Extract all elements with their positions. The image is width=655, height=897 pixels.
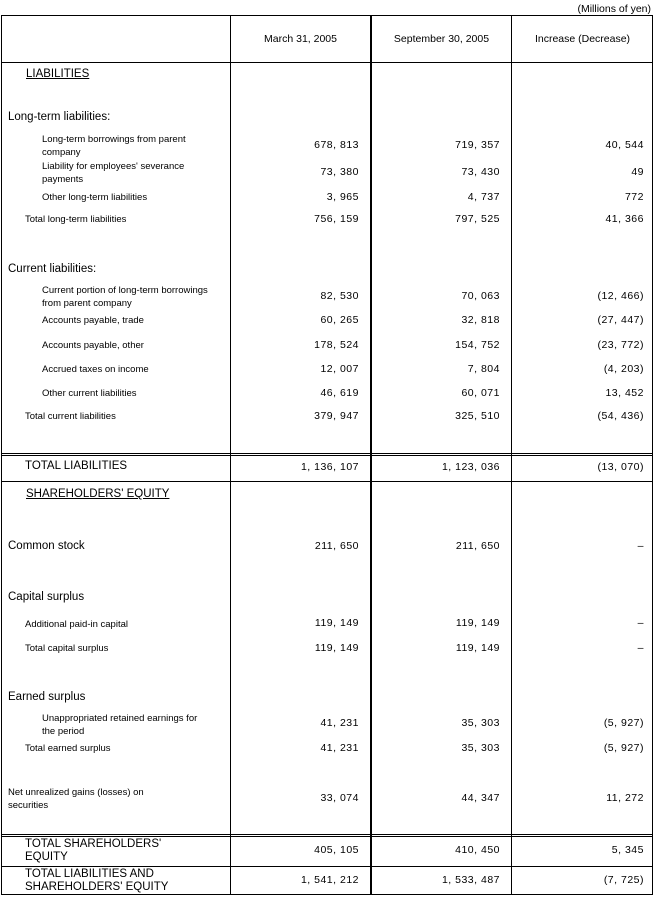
row-label: Total capital surplus — [25, 643, 109, 654]
cell-value: (27, 447) — [597, 314, 644, 326]
cell-value: 119, 149 — [455, 617, 500, 629]
group-title-earned-surplus: Earned surplus — [8, 691, 86, 703]
cell-value: – — [637, 540, 644, 552]
row-divider — [1, 481, 653, 482]
row-divider — [1, 453, 653, 456]
cell-value: 1, 541, 212 — [300, 874, 359, 886]
cell-value: 11, 272 — [606, 792, 644, 804]
row-divider — [1, 834, 653, 837]
cell-value: (12, 466) — [597, 290, 644, 302]
unit-note: (Millions of yen) — [577, 3, 651, 15]
total-liabilities-equity-label: SHAREHOLDERS' EQUITY — [25, 881, 169, 893]
row-label: payments — [42, 174, 84, 185]
cell-value: 410, 450 — [455, 844, 500, 856]
cell-value: 73, 430 — [461, 166, 500, 178]
cell-value: 1, 123, 036 — [441, 461, 500, 473]
cell-value: (4, 203) — [603, 363, 644, 375]
cell-value: 49 — [631, 166, 644, 178]
cell-value: 756, 159 — [314, 213, 359, 225]
cell-value: 1, 533, 487 — [441, 874, 500, 886]
row-label: Additional paid-in capital — [25, 619, 128, 630]
cell-value: 60, 071 — [461, 387, 500, 399]
cell-value: 4, 737 — [467, 191, 500, 203]
cell-value: 41, 366 — [605, 213, 644, 225]
cell-value: 211, 650 — [455, 540, 500, 552]
cell-value: 154, 752 — [455, 339, 500, 351]
cell-value: 379, 947 — [314, 410, 359, 422]
row-label: Long-term borrowings from parent — [42, 134, 186, 145]
row-label: Net unrealized gains (losses) on — [8, 787, 144, 798]
cell-value: 325, 510 — [455, 410, 500, 422]
cell-value: 119, 149 — [455, 642, 500, 654]
cell-value: 35, 303 — [461, 717, 500, 729]
cell-value: 40, 544 — [605, 139, 644, 151]
group-title-capital-surplus: Capital surplus — [8, 591, 85, 603]
section-title-liabilities: LIABILITIES — [26, 68, 90, 80]
row-label: Common stock — [8, 540, 85, 552]
section-title-equity: SHAREHOLDERS' EQUITY — [26, 488, 170, 500]
cell-value: 719, 357 — [455, 139, 500, 151]
row-label: securities — [8, 800, 49, 811]
row-label: Accrued taxes on income — [42, 364, 149, 375]
cell-value: 3, 965 — [326, 191, 359, 203]
total-liabilities-equity-label: TOTAL LIABILITIES AND — [25, 868, 154, 880]
cell-value: 41, 231 — [320, 717, 359, 729]
column-header-march: March 31, 2005 — [264, 33, 337, 45]
column-header-september: September 30, 2005 — [393, 33, 490, 45]
cell-value: 13, 452 — [605, 387, 644, 399]
cell-value: 41, 231 — [320, 742, 359, 754]
row-label: Other current liabilities — [42, 388, 137, 399]
row-label: Other long-term liabilities — [42, 192, 148, 203]
row-divider — [1, 866, 653, 867]
column-header-change: Increase (Decrease) — [534, 33, 631, 45]
total-equity-label: EQUITY — [25, 851, 68, 863]
row-label: the period — [42, 726, 85, 737]
cell-value: 178, 524 — [314, 339, 359, 351]
cell-value: 33, 074 — [320, 792, 359, 804]
cell-value: (7, 725) — [603, 874, 644, 886]
total-liabilities-label: TOTAL LIABILITIES — [25, 460, 128, 472]
cell-value: 5, 345 — [611, 844, 644, 856]
cell-value: 60, 265 — [320, 314, 359, 326]
cell-value: (13, 070) — [597, 461, 644, 473]
cell-value: 1, 136, 107 — [300, 461, 359, 473]
cell-value: 119, 149 — [314, 617, 359, 629]
cell-value: 73, 380 — [320, 166, 359, 178]
cell-value: 35, 303 — [461, 742, 500, 754]
row-label: company — [42, 147, 81, 158]
cell-value: 211, 650 — [314, 540, 359, 552]
cell-value: – — [637, 617, 644, 629]
cell-value: (23, 772) — [597, 339, 644, 351]
row-label: Accounts payable, trade — [42, 315, 144, 326]
cell-value: – — [637, 642, 644, 654]
row-label: Total current liabilities — [25, 411, 116, 422]
cell-value: (5, 927) — [603, 717, 644, 729]
row-label: Unappropriated retained earnings for — [42, 713, 198, 724]
row-label: Liability for employees' severance — [42, 161, 185, 172]
row-label: Total earned surplus — [25, 743, 111, 754]
row-label: Accounts payable, other — [42, 340, 144, 351]
cell-value: (54, 436) — [597, 410, 644, 422]
cell-value: 32, 818 — [461, 314, 500, 326]
row-label: Current portion of long-term borrowings — [42, 285, 208, 296]
cell-value: 70, 063 — [461, 290, 500, 302]
cell-value: 12, 007 — [320, 363, 359, 375]
cell-value: 46, 619 — [320, 387, 359, 399]
cell-value: (5, 927) — [603, 742, 644, 754]
total-equity-label: TOTAL SHAREHOLDERS' — [25, 838, 162, 850]
cell-value: 678, 813 — [314, 139, 359, 151]
row-label: Total long-term liabilities — [25, 214, 127, 225]
group-title-long-term: Long-term liabilities: — [8, 111, 111, 123]
cell-value: 82, 530 — [320, 290, 359, 302]
cell-value: 7, 804 — [467, 363, 500, 375]
group-title-current: Current liabilities: — [8, 263, 97, 275]
row-label: from parent company — [42, 298, 132, 309]
cell-value: 772 — [624, 191, 644, 203]
cell-value: 44, 347 — [461, 792, 500, 804]
header-divider — [1, 62, 653, 63]
cell-value: 797, 525 — [455, 213, 500, 225]
cell-value: 405, 105 — [314, 844, 359, 856]
cell-value: 119, 149 — [314, 642, 359, 654]
